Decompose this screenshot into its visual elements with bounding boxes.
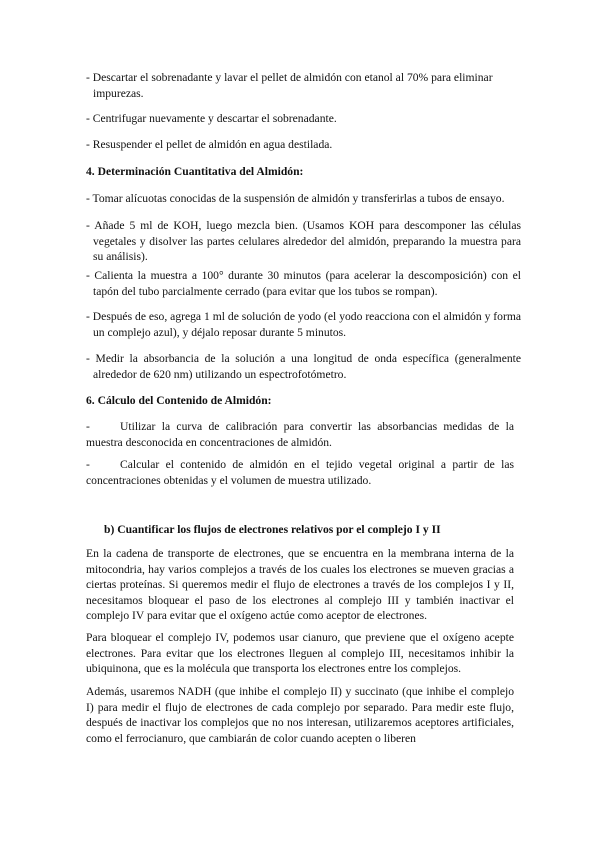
section-4-item: - Medir la absorbancia de la solución a una longitud de onda específica (generalmente alrededor de 620 nm) utilizando un espectrofotómetro. [86,352,521,381]
bullet-discard-wash: - Descartar el sobrenadante y lavar el pellet de almidón con etanol al 70% para eliminar impurezas. [86,71,493,100]
item-marker: - [86,458,90,471]
section-b-paragraph: Para bloquear el complejo IV, podemos usar cianuro, que previene que el oxígeno acepte electrones. Para evitar que los electrones lleguen al complejo III, necesitamos inhibir la ubiquinona, que es la molécula que transporta los electrones entre los complejos. [86,631,514,675]
section-6-item [86,457,514,488]
bullet-resuspend: - Resuspender el pellet de almidón en agua destilada. [86,138,333,151]
section-b-paragraph: En la cadena de transporte de electrones, que se encuentra en la membrana interna de la mitocondria, hay varios complejos a través de los cuales los electrones se mueven gracias a ciertas proteínas. Si queremos medir el flujo de electrones a través de los complejos I y II, necesitamos bloquear el paso de los electrones al complejo III y también inactivar el complejo IV para evitar que el oxígeno actúe como aceptor de electrones. [86,547,514,622]
item-text: Calcular el contenido de almidón en el tejido vegetal original a partir de las concentraciones obtenidas y el volumen de muestra utilizado. [86,458,514,487]
item-text: Utilizar la curva de calibración para convertir las absorbancias medidas de la muestra desconocida en concentraciones de almidón. [86,420,514,449]
section-6-item [86,419,514,450]
section-4-item: - Añade 5 ml de KOH, luego mezcla bien. (Usamos KOH para descomponer las células vegetales y disolver las partes celulares alrededor del almidón, preparando la muestra para su análisis). [86,219,521,263]
section-4-item: - Tomar alícuotas conocidas de la suspensión de almidón y transferirlas a tubos de ensayo. [86,192,505,205]
section-b-heading: b) Cuantificar los flujos de electrones relativos por el complejo I y II [104,523,441,536]
bullet-centrifuge: - Centrifugar nuevamente y descartar el sobrenadante. [86,112,337,125]
item-marker: - [86,420,90,433]
section-4-heading: 4. Determinación Cuantitativa del Almidón: [86,165,304,178]
section-b-paragraph: Además, usaremos NADH (que inhibe el complejo II) y succinato (que inhibe el complejo I) para medir el flujo de electrones de cada complejo por separado. Para medir este flujo, después de inactivar los complejos que no nos interesan, utilizaremos aceptores artificiales, como el ferrocianuro, que cambiarán de color cuando acepten o liberen [86,685,514,745]
section-4-item: - Calienta la muestra a 100° durante 30 minutos (para acelerar la descomposición) con el tapón del tubo parcialmente cerrado (para evitar que los tubos se rompan). [86,269,521,298]
section-4-item: - Después de eso, agrega 1 ml de solución de yodo (el yodo reacciona con el almidón y forma un complejo azul), y déjalo reposar durante 5 minutos. [86,310,521,339]
section-6-heading: 6. Cálculo del Contenido de Almidón: [86,394,272,407]
